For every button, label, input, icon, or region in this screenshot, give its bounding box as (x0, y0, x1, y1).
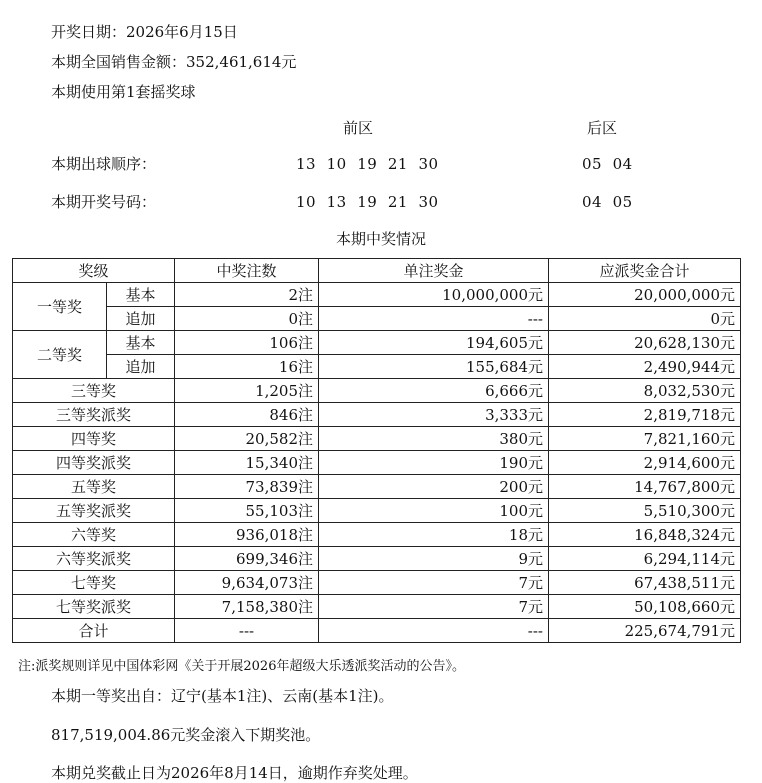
winner-count: 9,634,073注 (175, 571, 319, 595)
prize-table (12, 258, 741, 643)
winner-count: 846注 (175, 403, 319, 427)
prize-name: 六等奖派奖 (13, 547, 175, 571)
table-row (13, 403, 741, 427)
ball-set: 本期使用第1套摇奖球 (51, 83, 196, 101)
winner-count: 20,582注 (175, 427, 319, 451)
table-row (13, 475, 741, 499)
total-prize: 14,767,800元 (549, 475, 741, 499)
winner-count: 106注 (175, 331, 319, 355)
total-label: 合计 (13, 619, 175, 643)
prize-name: 三等奖 (13, 379, 175, 403)
unit-prize: 9元 (319, 547, 549, 571)
total-prize: 20,000,000元 (549, 283, 741, 307)
draw-order-back-numbers: 05 04 (582, 155, 633, 173)
winner-count: 73,839注 (175, 475, 319, 499)
total-prize: 2,914,600元 (549, 451, 741, 475)
draw-order-label: 本期出球顺序： (51, 155, 157, 173)
unit-prize: 18元 (319, 523, 549, 547)
winner-count: 0注 (175, 307, 319, 331)
winner-count: 2注 (175, 283, 319, 307)
winning-back-numbers: 04 05 (582, 193, 633, 211)
total-row (13, 619, 741, 643)
unit-prize: 155,684元 (319, 355, 549, 379)
unit-prize: 200元 (319, 475, 549, 499)
header-prize-level: 奖级 (13, 259, 175, 283)
unit-prize: 100元 (319, 499, 549, 523)
total-prize: 20,628,130元 (549, 331, 741, 355)
winning-numbers-label: 本期开奖号码： (51, 193, 157, 211)
prize-name: 七等奖 (13, 571, 175, 595)
total-prize: 5,510,300元 (549, 499, 741, 523)
unit-prize: 10,000,000元 (319, 283, 549, 307)
total-prize: 50,108,660元 (549, 595, 741, 619)
winner-count: 55,103注 (175, 499, 319, 523)
table-row (13, 379, 741, 403)
table-row (13, 331, 741, 355)
total-prize: 16,848,324元 (549, 523, 741, 547)
total-prize: 0元 (549, 307, 741, 331)
prize-name: 六等奖 (13, 523, 175, 547)
winning-front-numbers: 10 13 19 21 30 (296, 193, 439, 211)
table-row (13, 547, 741, 571)
unit-prize: --- (319, 307, 549, 331)
winner-count: 936,018注 (175, 523, 319, 547)
unit-prize: 7元 (319, 571, 549, 595)
unit-prize: 380元 (319, 427, 549, 451)
winner-count: 15,340注 (175, 451, 319, 475)
front-zone-header: 前区 (343, 119, 374, 137)
header-winner-count: 中奖注数 (175, 259, 319, 283)
first-prize-origin: 本期一等奖出自：辽宁(基本1注)、云南(基本1注)。 (51, 687, 394, 705)
unit-prize: 3,333元 (319, 403, 549, 427)
prize-name: 五等奖派奖 (13, 499, 175, 523)
draw-date: 开奖日期：2026年6月15日 (51, 23, 238, 41)
sales-amount: 本期全国销售金额：352,461,614元 (51, 53, 297, 71)
grand-total-prize: 225,674,791元 (549, 619, 741, 643)
prize-name: 四等奖派奖 (13, 451, 175, 475)
prize-sub-type: 基本 (107, 331, 175, 355)
total-prize: 7,821,160元 (549, 427, 741, 451)
prize-name: 一等奖 (13, 283, 107, 331)
prize-name: 四等奖 (13, 427, 175, 451)
jackpot-rollover: 817,519,004.86元奖金滚入下期奖池。 (51, 726, 321, 744)
footnote: 注:派奖规则详见中国体彩网《关于开展2026年超级大乐透派奖活动的公告》。 (18, 659, 465, 674)
unit-prize: 194,605元 (319, 331, 549, 355)
table-row (13, 355, 741, 379)
table-header-row (13, 259, 741, 283)
table-row (13, 307, 741, 331)
total-prize: 67,438,511元 (549, 571, 741, 595)
draw-order-front-numbers: 13 10 19 21 30 (296, 155, 439, 173)
total-winner-count: --- (175, 619, 319, 643)
prize-name: 三等奖派奖 (13, 403, 175, 427)
winner-count: 699,346注 (175, 547, 319, 571)
table-row (13, 499, 741, 523)
table-row (13, 523, 741, 547)
back-zone-header: 后区 (587, 119, 618, 137)
unit-prize: 6,666元 (319, 379, 549, 403)
prize-sub-type: 追加 (107, 355, 175, 379)
table-row (13, 427, 741, 451)
total-prize: 2,490,944元 (549, 355, 741, 379)
prize-sub-type: 追加 (107, 307, 175, 331)
unit-prize: 7元 (319, 595, 549, 619)
winner-count: 7,158,380注 (175, 595, 319, 619)
prize-sub-type: 基本 (107, 283, 175, 307)
total-prize: 6,294,114元 (549, 547, 741, 571)
header-total-prize: 应派奖金合计 (549, 259, 741, 283)
winner-count: 16注 (175, 355, 319, 379)
table-row (13, 283, 741, 307)
table-row (13, 451, 741, 475)
table-row (13, 595, 741, 619)
total-prize: 2,819,718元 (549, 403, 741, 427)
total-prize: 8,032,530元 (549, 379, 741, 403)
claim-deadline: 本期兑奖截止日为2026年8月14日，逾期作弃奖处理。 (51, 764, 418, 782)
total-unit-prize: --- (319, 619, 549, 643)
prize-rows (13, 379, 741, 619)
prize-name: 五等奖 (13, 475, 175, 499)
winner-count: 1,205注 (175, 379, 319, 403)
table-row (13, 571, 741, 595)
prize-name: 二等奖 (13, 331, 107, 379)
unit-prize: 190元 (319, 451, 549, 475)
header-unit-prize: 单注奖金 (319, 259, 549, 283)
prize-table-title: 本期中奖情况 (335, 230, 426, 248)
prize-name: 七等奖派奖 (13, 595, 175, 619)
